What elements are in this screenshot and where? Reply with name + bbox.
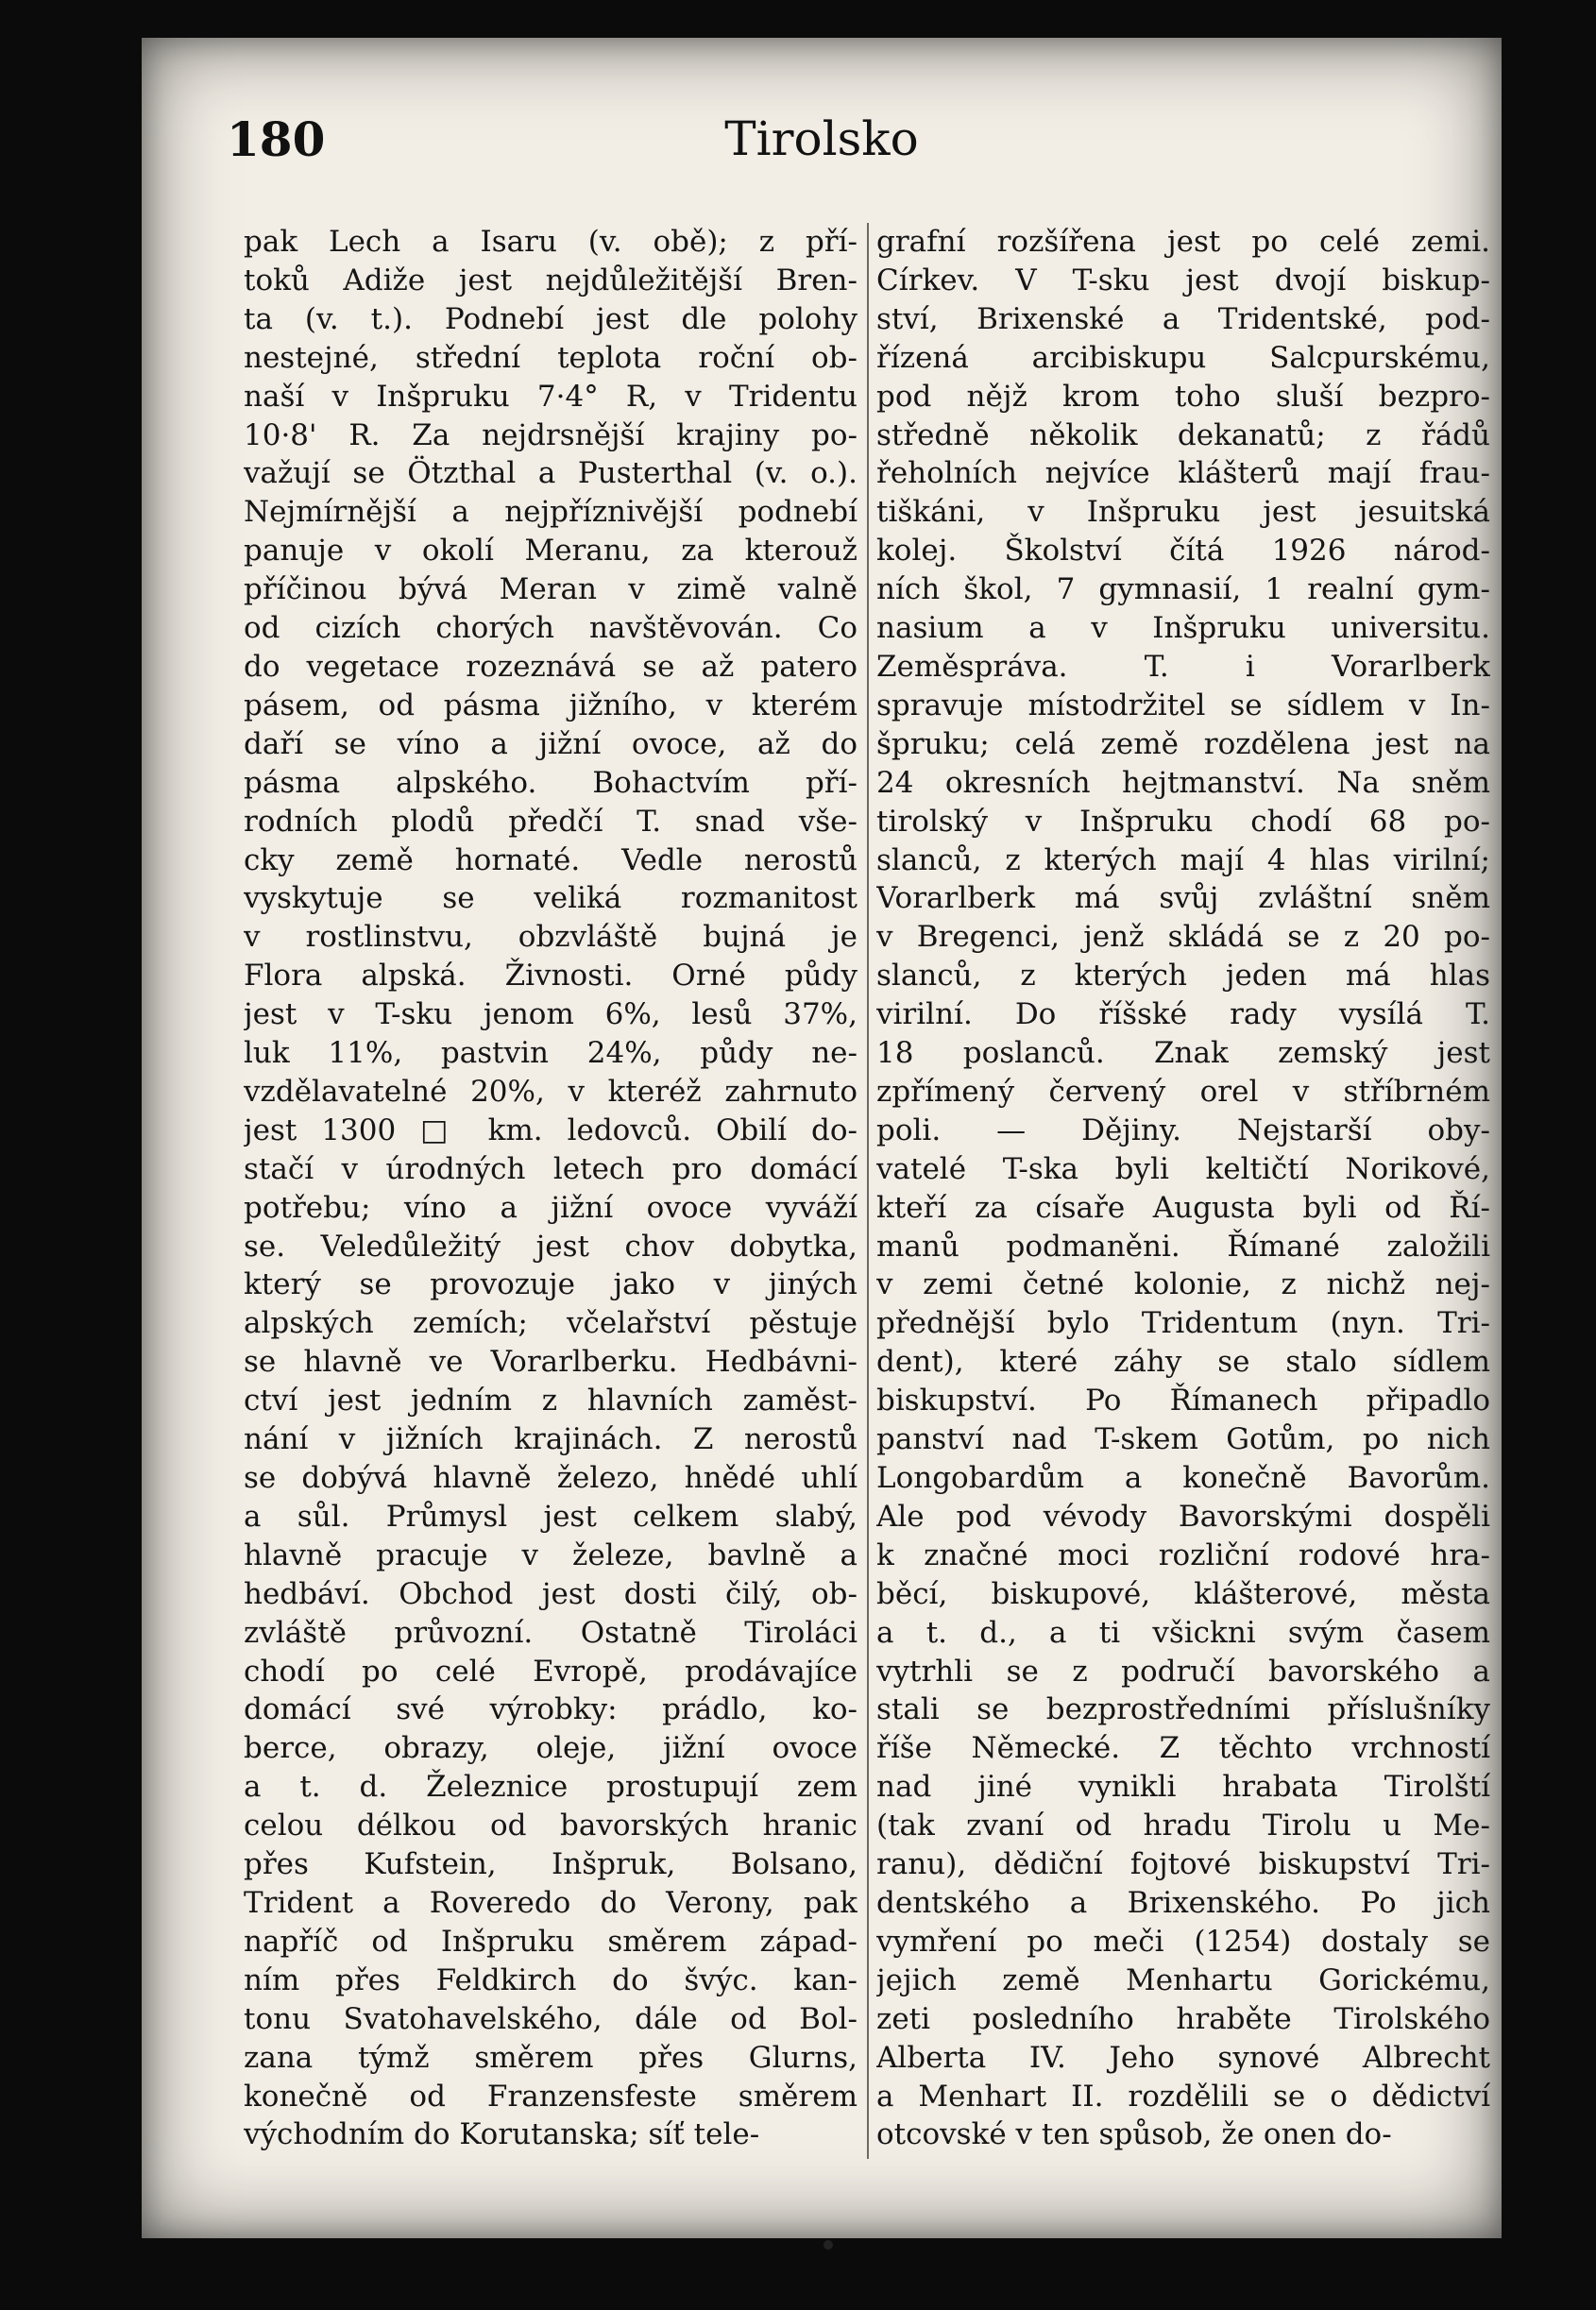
text-line: 10·8' R. Za nejdrsnější krajiny po- (244, 417, 857, 452)
text-line: k značné moci rozliční rodové hra- (876, 1537, 1490, 1572)
text-line: Ale pod vévody Bavorskými dospěli (876, 1499, 1490, 1534)
text-line: jest v T-sku jenom 6%, lesů 37%, (244, 997, 857, 1032)
right-column (876, 223, 1490, 2154)
text-line: (tak zvaní od hradu Tirolu u Me- (876, 1809, 1490, 1843)
text-line: domácí své výrobky: prádlo, ko- (244, 1692, 857, 1727)
text-line: potřebu; víno a jižní ovoce vyváží (244, 1190, 857, 1225)
text-line: poli. — Dějiny. Nejstarší oby- (876, 1113, 1490, 1147)
text-line: važují se Ötzthal a Pusterthal (v. o.). (244, 456, 857, 491)
text-line: Vorarlberk má svůj zvláštní sněm (876, 881, 1490, 916)
text-line: biskupství. Po Římanech připadlo (876, 1384, 1490, 1418)
text-line: se hlavně ve Vorarlberku. Hedbávni- (244, 1345, 857, 1380)
text-line: v Bregenci, jenž skládá se z 20 po- (876, 920, 1490, 955)
text-line: pod nějž krom toho sluší bezpro- (876, 379, 1490, 414)
text-line: nad jiné vynikli hrabata Tirolští (876, 1770, 1490, 1805)
text-line: napříč od Inšpruku směrem západ- (244, 1924, 857, 1959)
text-line: v rostlinstvu, obzvláště bujná je (244, 920, 857, 955)
text-line: slanců, z kterých jeden má hlas (876, 959, 1490, 994)
left-column (244, 223, 857, 2154)
text-line: zeti posledního hraběte Tirolského (876, 2001, 1490, 2036)
text-line: nání v jižních krajinách. Z nerostů (244, 1422, 857, 1457)
book-page (142, 38, 1502, 2238)
text-line: Trident a Roveredo do Verony, pak (244, 1885, 857, 1920)
text-line: Flora alpská. Živnosti. Orné půdy (244, 959, 857, 994)
text-line: a t. d., a ti všickni svým časem (876, 1615, 1490, 1650)
text-line: Církev. V T-sku jest dvojí biskup- (876, 263, 1490, 297)
text-line: pásma alpského. Bohactvím pří- (244, 765, 857, 800)
text-line: cky země hornaté. Vedle nerostů (244, 842, 857, 877)
text-line: který se provozuje jako v jiných (244, 1267, 857, 1302)
text-line: říše Německé. Z těchto vrchností (876, 1731, 1490, 1766)
text-line: rodních plodů předčí T. snad vše- (244, 804, 857, 839)
text-line: ta (v. t.). Podnebí jest dle polohy (244, 301, 857, 336)
text-line: spravuje místodržitel se sídlem v In- (876, 688, 1490, 722)
text-line: od cizích chorých navštěvován. Co (244, 611, 857, 646)
text-line: toků Adiže jest nejdůležitější Bren- (244, 263, 857, 297)
text-line: přes Kufstein, Inšpruk, Bolsano, (244, 1847, 857, 1882)
text-line: vytrhli se z područí bavorského a (876, 1654, 1490, 1689)
text-line: pásem, od pásma jižního, v kterém (244, 688, 857, 722)
text-line: 24 okresních hejtmanství. Na sněm (876, 765, 1490, 800)
text-line: grafní rozšířena jest po celé zemi. (876, 225, 1490, 259)
text-line: konečně od Franzensfeste směrem (244, 2079, 857, 2114)
text-line: panuje v okolí Meranu, za kterouž (244, 534, 857, 569)
text-line: hlavně pracuje v železe, bavlně a (244, 1537, 857, 1572)
text-line: nestejné, střední teplota roční ob- (244, 340, 857, 375)
text-line: Zeměspráva. T. i Vorarlberk (876, 649, 1490, 684)
text-line: slanců, z kterých mají 4 hlas virilní; (876, 842, 1490, 877)
text-line: stali se bezprostředními příslušníky (876, 1692, 1490, 1727)
text-line: běcí, biskupové, klášterové, města (876, 1576, 1490, 1611)
text-line: vymření po meči (1254) dostaly se (876, 1924, 1490, 1959)
text-line: středně několik dekanatů; z řádů (876, 417, 1490, 452)
text-line: berce, obrazy, oleje, jižní ovoce (244, 1731, 857, 1766)
column-divider (867, 223, 869, 2159)
page-number: 180 (227, 111, 326, 167)
text-line: virilní. Do říšské rady vysílá T. (876, 997, 1490, 1032)
text-line: vatelé T-ska byli keltičtí Norikové, (876, 1151, 1490, 1186)
text-line: se. Veledůležitý jest chov dobytka, (244, 1229, 857, 1264)
text-line: přednější bylo Tridentum (nyn. Tri- (876, 1306, 1490, 1341)
text-line: špruku; celá země rozdělena jest na (876, 726, 1490, 761)
text-line: vyskytuje se veliká rozmanitost (244, 881, 857, 916)
text-line: otcovské v ten spůsob, že onen do- (876, 2117, 1392, 2152)
text-line: hedbáví. Obchod jest dosti čilý, ob- (244, 1576, 857, 1611)
text-line: do vegetace rozeznává se až patero (244, 649, 857, 684)
running-head: Tirolsko (724, 111, 919, 166)
text-line: ním přes Feldkirch do švýc. kan- (244, 1962, 857, 1997)
text-line: jest 1300 □ km. ledovců. Obilí do- (244, 1113, 857, 1147)
text-line: kteří za císaře Augusta byli od Ří- (876, 1190, 1490, 1225)
text-line: stačí v úrodných letech pro domácí (244, 1151, 857, 1186)
page-header (142, 38, 1502, 179)
text-line: východním do Korutanska; síť tele- (244, 2117, 760, 2152)
text-line: ranu), dědiční fojtové biskupství Tri- (876, 1847, 1490, 1882)
text-line: manů podmaněni. Římané založili (876, 1229, 1490, 1264)
text-line: ství, Brixenské a Tridentské, pod- (876, 301, 1490, 336)
text-line: a t. d. Železnice prostupují zem (244, 1770, 857, 1805)
text-line: a sůl. Průmysl jest celkem slabý, (244, 1499, 857, 1534)
text-line: kolej. Školství čítá 1926 národ- (876, 534, 1490, 569)
text-line: nasium a v Inšpruku universitu. (876, 611, 1490, 646)
text-line: alpských zemích; včelařství pěstuje (244, 1306, 857, 1341)
text-line: Alberta IV. Jeho synové Albrecht (876, 2040, 1490, 2075)
text-line: tirolský v Inšpruku chodí 68 po- (876, 804, 1490, 839)
text-line: jejich země Menhartu Gorickému, (876, 1962, 1490, 1997)
text-line: dent), které záhy se stalo sídlem (876, 1345, 1490, 1380)
text-line: dentského a Brixenského. Po jich (876, 1885, 1490, 1920)
text-line: vzdělavatelné 20%, v kteréž zahrnuto (244, 1074, 857, 1109)
text-line: řeholních nejvíce klášterů mají frau- (876, 456, 1490, 491)
text-line: zana týmž směrem přes Glurns, (244, 2040, 857, 2075)
text-line: a Menhart II. rozdělili se o dědictví (876, 2079, 1490, 2114)
text-line: zvláště průvozní. Ostatně Tiroláci (244, 1615, 857, 1650)
text-line: řízená arcibiskupu Salcpurskému, (876, 340, 1490, 375)
text-line: luk 11%, pastvin 24%, půdy ne- (244, 1036, 857, 1071)
text-line: se dobývá hlavně železo, hnědé uhlí (244, 1461, 857, 1495)
text-line: chodí po celé Evropě, prodávajíce (244, 1654, 857, 1689)
text-line: naší v Inšpruku 7·4° R, v Tridentu (244, 379, 857, 414)
text-line: Nejmírnější a nejpříznivější podnebí (244, 495, 857, 530)
text-line: příčinou bývá Meran v zimě valně (244, 572, 857, 607)
text-line: tonu Svatohavelského, dále od Bol- (244, 2001, 857, 2036)
text-line: Longobardům a konečně Bavorům. (876, 1461, 1490, 1495)
text-line: zpřímený červený orel v stříbrném (876, 1074, 1490, 1109)
text-line: tiškáni, v Inšpruku jest jesuitská (876, 495, 1490, 530)
text-line: 18 poslanců. Znak zemský jest (876, 1036, 1490, 1071)
text-line: ctví jest jedním z hlavních zaměst- (244, 1384, 857, 1418)
text-line: celou délkou od bavorských hranic (244, 1809, 857, 1843)
text-line: v zemi četné kolonie, z nichž nej- (876, 1267, 1490, 1302)
text-line: pak Lech a Isaru (v. obě); z pří- (244, 225, 857, 259)
text-line: panství nad T-skem Gotům, po nich (876, 1422, 1490, 1457)
text-line: daří se víno a jižní ovoce, až do (244, 726, 857, 761)
ink-spot (823, 2240, 833, 2250)
text-line: ních škol, 7 gymnasií, 1 realní gym- (876, 572, 1490, 607)
